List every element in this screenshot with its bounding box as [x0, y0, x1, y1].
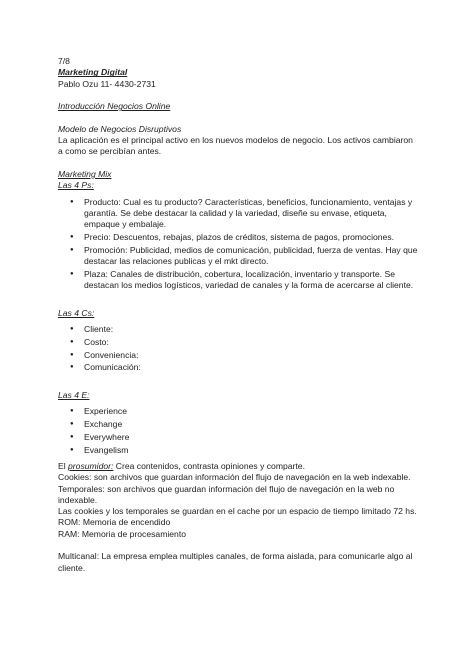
four-es-list: [58, 406, 418, 456]
list-item: ● Precio: Descuentos, rebajas, plazos de créditos, sistema de pagos, promociones.: [84, 232, 418, 243]
subsection-models-heading: Modelo de Negocios Disruptivos: [58, 123, 182, 134]
author-line: Pablo Ozu 11- 4430-2731: [58, 78, 156, 89]
list-item: ● Everywhere: [84, 432, 418, 443]
list-item: ● Costo:: [84, 337, 418, 348]
list-item: ● Cliente:: [84, 324, 418, 335]
prosumidor-prefix: El: [58, 461, 69, 471]
four-es-heading: Las 4 E:: [58, 390, 90, 401]
list-item: ● Exchange: [84, 419, 418, 430]
ram-line: RAM: Memoria de procesamiento: [58, 528, 186, 539]
cookies-paragraph: Cookies: son archivos que guardan información del flujo de navegación en la web indexable.: [58, 472, 411, 483]
rom-line: ROM: Memoria de encendido: [58, 517, 171, 528]
temporales-paragraph: Temporales: son archivos que guardan información del flujo de navegación en la web no indexable.: [58, 483, 395, 505]
cache-paragraph: Las cookies y los temporales se guardan en el cache por un espacio de tiempo limitado 72 hs.: [58, 506, 417, 517]
four-ps-heading: Las 4 Ps:: [58, 180, 94, 191]
section-intro-heading: Introducción Negocios Online: [58, 101, 171, 112]
models-paragraph: La aplicación es el principal activo en los nuevos modelos de negocio. Los activos cambiaron a como se percibían antes.: [58, 135, 413, 157]
list-item: ● Conveniencia:: [84, 350, 418, 361]
document-body: [58, 56, 418, 574]
list-item: ● Evangelism: [84, 445, 418, 456]
four-ps-list: [58, 197, 418, 292]
list-item: ● Producto: Cual es tu producto? Características, beneficios, funcionamiento, ventajas y garantía. Se debe destacar la calidad y la variedad, diseñe su envase, etiqueta, empaque y embalaje.: [84, 197, 418, 231]
multicanal-paragraph: Multicanal: La empresa emplea multiples canales, de forma aislada, para comunicarle algo al cliente.: [58, 551, 413, 573]
marketing-mix-heading: Marketing Mix: [58, 168, 112, 179]
list-item: ● Promoción: Publicidad, medios de comunicación, publicidad, fuerza de ventas. Hay que destacar las relaciones publicas y el mkt directo.: [84, 245, 418, 268]
document-title: Marketing Digital: [58, 67, 128, 78]
page-number: 7/8: [58, 56, 70, 66]
list-item: ● Comunicación:: [84, 362, 418, 373]
prosumidor-term: prosumidor:: [68, 461, 114, 471]
prosumidor-definition: Crea contenidos, contrasta opiniones y comparte.: [113, 461, 305, 471]
four-cs-list: [58, 324, 418, 374]
prosumidor-line: [58, 461, 418, 472]
four-cs-heading: Las 4 Cs:: [58, 307, 95, 318]
list-item: ● Experience: [84, 406, 418, 417]
list-item: ● Plaza: Canales de distribución, cobertura, localización, inventario y transporte. Se destacan los medios logísticos, variedad de canales y la forma de acercarse al cliente.: [84, 269, 418, 292]
